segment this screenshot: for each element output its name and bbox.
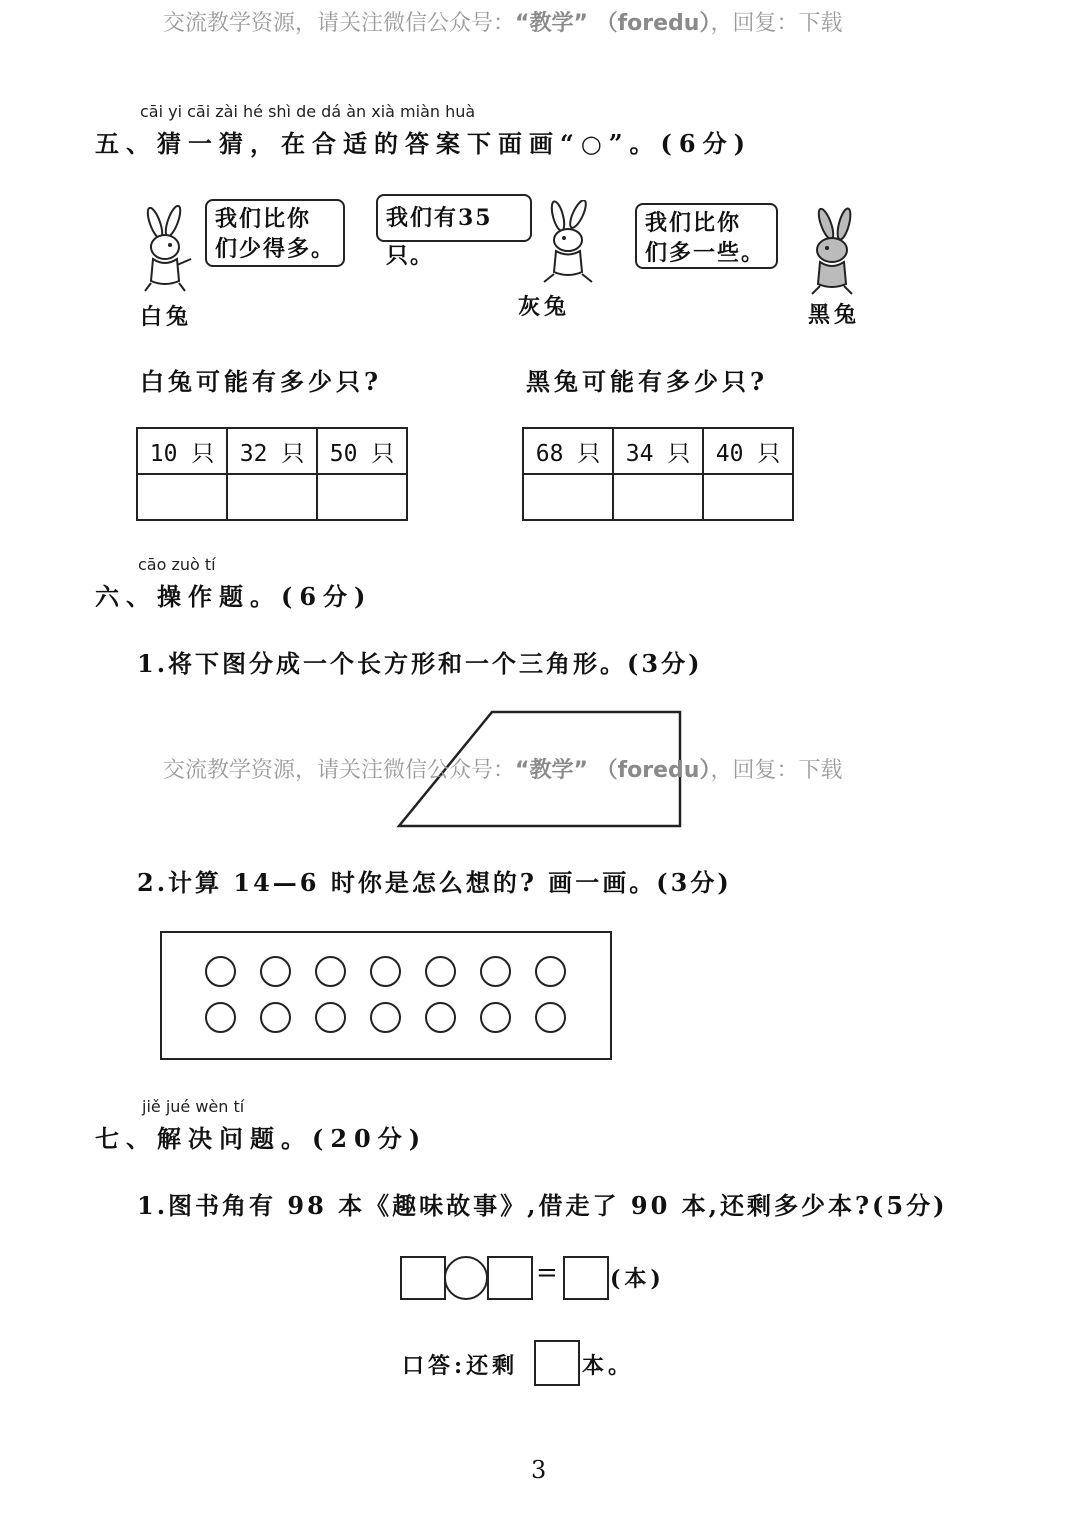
counting-circle[interactable] — [535, 956, 566, 987]
answer-cell[interactable] — [523, 474, 613, 520]
counting-circle[interactable] — [425, 956, 456, 987]
counting-circle[interactable] — [370, 956, 401, 987]
counting-circle[interactable] — [370, 1002, 401, 1033]
answer-box[interactable] — [534, 1340, 580, 1386]
section6-heading: 六、操作题。(6分) — [95, 582, 373, 611]
option-cell: 68 只 — [523, 428, 613, 474]
answer-cell[interactable] — [317, 474, 407, 520]
answer-cell[interactable] — [227, 474, 317, 520]
section5-heading: 五、猜一猜，在合适的答案下面画“○”。(6分) — [95, 129, 752, 158]
question-black-rabbit: 黑兔可能有多少只? — [526, 367, 769, 396]
answer-cell[interactable] — [137, 474, 227, 520]
unit-label: (本) — [610, 1266, 665, 1292]
white-rabbit-speech-line1: 我们比你 — [215, 206, 312, 232]
watermark-bold: “教学” （foredu） — [515, 758, 711, 783]
operator-circle[interactable] — [444, 1256, 488, 1300]
question-white-rabbit: 白兔可能有多少只? — [140, 367, 383, 396]
black-rabbit-speech-line2: 们多一些。 — [645, 240, 766, 266]
counting-circle[interactable] — [205, 1002, 236, 1033]
counting-circle[interactable] — [260, 1002, 291, 1033]
watermark-middle — [163, 753, 842, 784]
counting-circle[interactable] — [425, 1002, 456, 1033]
watermark-bold: “教学” （foredu） — [515, 11, 711, 36]
counting-circle[interactable] — [260, 956, 291, 987]
section7-heading: 七、解决问题。(20分) — [95, 1124, 428, 1153]
gray-rabbit-speech-line1: 我们有35只。 — [386, 205, 493, 269]
equals-sign: = — [536, 1258, 558, 1288]
option-cell: 32 只 — [227, 428, 317, 474]
black-rabbit-speech-bubble — [635, 203, 778, 269]
watermark-suffix: ，回复：下载 — [710, 758, 843, 783]
gray-rabbit-speech-bubble — [376, 194, 532, 269]
counting-circle[interactable] — [480, 956, 511, 987]
answer-cell[interactable] — [703, 474, 793, 520]
counting-circle[interactable] — [535, 1002, 566, 1033]
white-rabbit-illustration — [135, 205, 197, 295]
gray-rabbit-illustration — [536, 200, 600, 286]
section5-pinyin: cāi yi cāi zài hé shì de dá àn xià miàn huà — [140, 102, 476, 121]
equation-box-2[interactable] — [487, 1256, 533, 1300]
circles-frame — [160, 931, 612, 1060]
option-cell: 34 只 — [613, 428, 703, 474]
section7-question1: 1.图书角有 98 本《趣味故事》,借走了 90 本,还剩多少本?(5分) — [137, 1191, 948, 1220]
black-rabbit-speech-line1: 我们比你 — [645, 210, 742, 236]
answer-suffix: 本。 — [582, 1353, 635, 1379]
white-rabbit-speech-line2: 们少得多。 — [215, 236, 336, 262]
watermark-suffix: ，回复：下载 — [710, 11, 843, 36]
option-cell: 40 只 — [703, 428, 793, 474]
black-rabbit-name: 黑兔 — [808, 302, 861, 328]
equation-box-1[interactable] — [400, 1256, 446, 1300]
section7-pinyin: jiě jué wèn tí — [142, 1097, 245, 1116]
answer-cell[interactable] — [613, 474, 703, 520]
watermark-prefix: 交流教学资源，请关注微信公众号： — [163, 11, 516, 36]
counting-circle[interactable] — [205, 956, 236, 987]
option-cell: 10 只 — [137, 428, 227, 474]
section6-pinyin: cāo zuò tí — [138, 555, 216, 574]
section6-question1: 1.将下图分成一个长方形和一个三角形。(3分) — [137, 649, 703, 678]
counting-circle[interactable] — [315, 1002, 346, 1033]
gray-rabbit-name: 灰兔 — [518, 294, 571, 320]
option-cell: 50 只 — [317, 428, 407, 474]
counting-circle[interactable] — [315, 956, 346, 987]
watermark-prefix: 交流教学资源，请关注微信公众号： — [163, 758, 516, 783]
page-number: 3 — [531, 1456, 547, 1484]
counting-circle[interactable] — [480, 1002, 511, 1033]
white-rabbit-options-table — [136, 427, 408, 521]
black-rabbit-options-table — [522, 427, 794, 521]
equation-result-box[interactable] — [563, 1256, 609, 1300]
watermark-top — [163, 6, 842, 37]
white-rabbit-name: 白兔 — [140, 304, 193, 330]
white-rabbit-speech-bubble — [205, 199, 345, 267]
section6-question2: 2.计算 14—6 时你是怎么想的? 画一画。(3分) — [137, 868, 732, 897]
answer-prefix: 口答:还剩 — [402, 1353, 519, 1379]
black-rabbit-illustration — [800, 206, 864, 296]
